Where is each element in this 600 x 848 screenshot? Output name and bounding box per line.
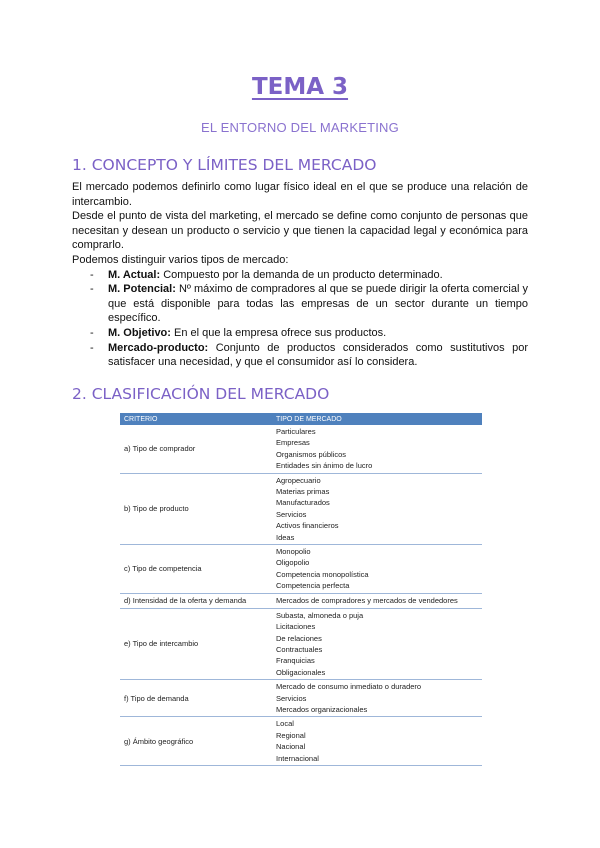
table-row: [120, 593, 482, 608]
tipo-item: Licitaciones: [276, 622, 316, 632]
column-header-tipo: TIPO DE MERCADO: [272, 413, 482, 425]
tipo-item: Competencia monopolística: [276, 569, 369, 579]
paragraph: Desde el punto de vista del marketing, el mercado se define como conjunto de personas que necesitan y desean un producto o servicio y que tienen la capacidad legal y económica para comprarlo.: [72, 210, 528, 252]
tipo-item: Mercados de compradores y mercados de vendedores: [276, 595, 458, 605]
tipo-item: Regional: [276, 730, 306, 740]
tipo-item: Servicios: [276, 693, 307, 703]
definition: Compuesto por la demanda de un producto determinado.: [160, 268, 443, 281]
section-heading-clasificacion: 2. CLASIFICACIÓN DEL MERCADO: [72, 385, 330, 403]
tipo-item: Competencia perfecta: [276, 581, 350, 591]
tipo-item: De relaciones: [276, 633, 322, 643]
tipo-item: Materias primas: [276, 487, 330, 497]
table-row: [120, 608, 482, 679]
tipo-item: Organismos públicos: [276, 449, 347, 459]
criterio-cell: b) Tipo de producto: [120, 473, 272, 544]
tipo-cell: [272, 425, 482, 473]
tipo-cell: [272, 608, 482, 679]
page-title: TEMA 3: [251, 74, 349, 100]
table-row: [120, 717, 482, 766]
tipo-item: Entidades sin ánimo de lucro: [276, 461, 373, 471]
table-header-row: [120, 413, 482, 425]
tipo-item: Obligacionales: [276, 667, 326, 677]
column-header-criterio: CRITERIO: [120, 413, 272, 425]
tipo-item: Contractuales: [276, 644, 323, 654]
list-item: - M. Actual: Compuesto por la demanda de un producto determinado.: [90, 268, 443, 281]
tipo-cell: [272, 473, 482, 544]
tipo-item: Subasta, almoneda o puja: [276, 610, 364, 620]
tipo-item: Mercado de consumo inmediato o duradero: [276, 682, 422, 692]
table-row: [120, 425, 482, 473]
table-row: [120, 473, 482, 544]
tipo-item: Particulares: [276, 427, 316, 436]
definition: Conjunto de productos considerados como sustitutivos por satisfacer una necesidad, y que el consumidor así lo considera.: [108, 341, 528, 369]
tipo-cell: [272, 545, 482, 594]
criterio-cell: e) Tipo de intercambio: [120, 608, 272, 679]
section-heading-concepto: 1. CONCEPTO Y LÍMITES DEL MERCADO: [72, 156, 377, 174]
tipo-item: Internacional: [276, 753, 319, 763]
tipo-item: Franquicias: [276, 656, 315, 666]
term: M. Objetivo:: [108, 326, 171, 339]
criterio-cell: f) Tipo de demanda: [120, 680, 272, 717]
tipo-cell: [272, 593, 482, 608]
tipo-item: Local: [276, 719, 294, 729]
tipo-item: Oligopolio: [276, 558, 310, 568]
tipo-cell: [272, 680, 482, 717]
tipo-item: Servicios: [276, 509, 307, 519]
criterio-cell: a) Tipo de comprador: [120, 425, 272, 473]
criterio-cell: d) Intensidad de la oferta y demanda: [120, 593, 272, 608]
term: M. Potencial:: [108, 283, 176, 296]
tipo-item: Ideas: [276, 532, 295, 542]
tipo-item: Nacional: [276, 742, 306, 752]
criterio-cell: c) Tipo de competencia: [120, 545, 272, 594]
tipo-item: Activos financieros: [276, 521, 339, 531]
definition: En el que la empresa ofrece sus productos.: [170, 326, 387, 339]
tipo-item: Agropecuario: [276, 475, 321, 485]
classification-table: [120, 413, 482, 766]
tipo-cell: [272, 717, 482, 766]
list-item: - Mercado-producto: Conjunto de productos considerados como sustitutivos por satisfacer una necesidad, y que el consumidor así lo considera.: [90, 341, 528, 369]
tipo-item: Mercados organizacionales: [276, 704, 368, 714]
tipo-item: Monopolio: [276, 547, 311, 557]
market-types-list: [72, 268, 528, 370]
table-row: [120, 680, 482, 717]
section-body-concepto: [72, 180, 528, 370]
list-item: - M. Potencial: Nº máximo de compradores al que se puede dirigir la oferta comercial y que está disponible para todas las empresas de un sector durante un tiempo específico.: [90, 283, 529, 325]
term: M. Actual:: [108, 268, 161, 281]
list-item: - M. Objetivo: En el que la empresa ofrece sus productos.: [90, 326, 387, 339]
term: Mercado-producto:: [108, 341, 209, 354]
page-subtitle: EL ENTORNO DEL MARKETING: [201, 120, 399, 135]
paragraph: El mercado podemos definirlo como lugar físico ideal en el que se produce una relación de intercambio.: [72, 181, 528, 208]
tipo-item: Manufacturados: [276, 498, 330, 508]
definition: Nº máximo de compradores al que se puede dirigir la oferta comercial y que está disponible para todas las empresas de un sector durante un tiempo específico.: [108, 283, 529, 325]
paragraph: Podemos distinguir varios tipos de mercado:: [72, 253, 289, 266]
tipo-item: Empresas: [276, 438, 310, 448]
criterio-cell: g) Ámbito geográfico: [120, 717, 272, 766]
table-row: [120, 545, 482, 594]
